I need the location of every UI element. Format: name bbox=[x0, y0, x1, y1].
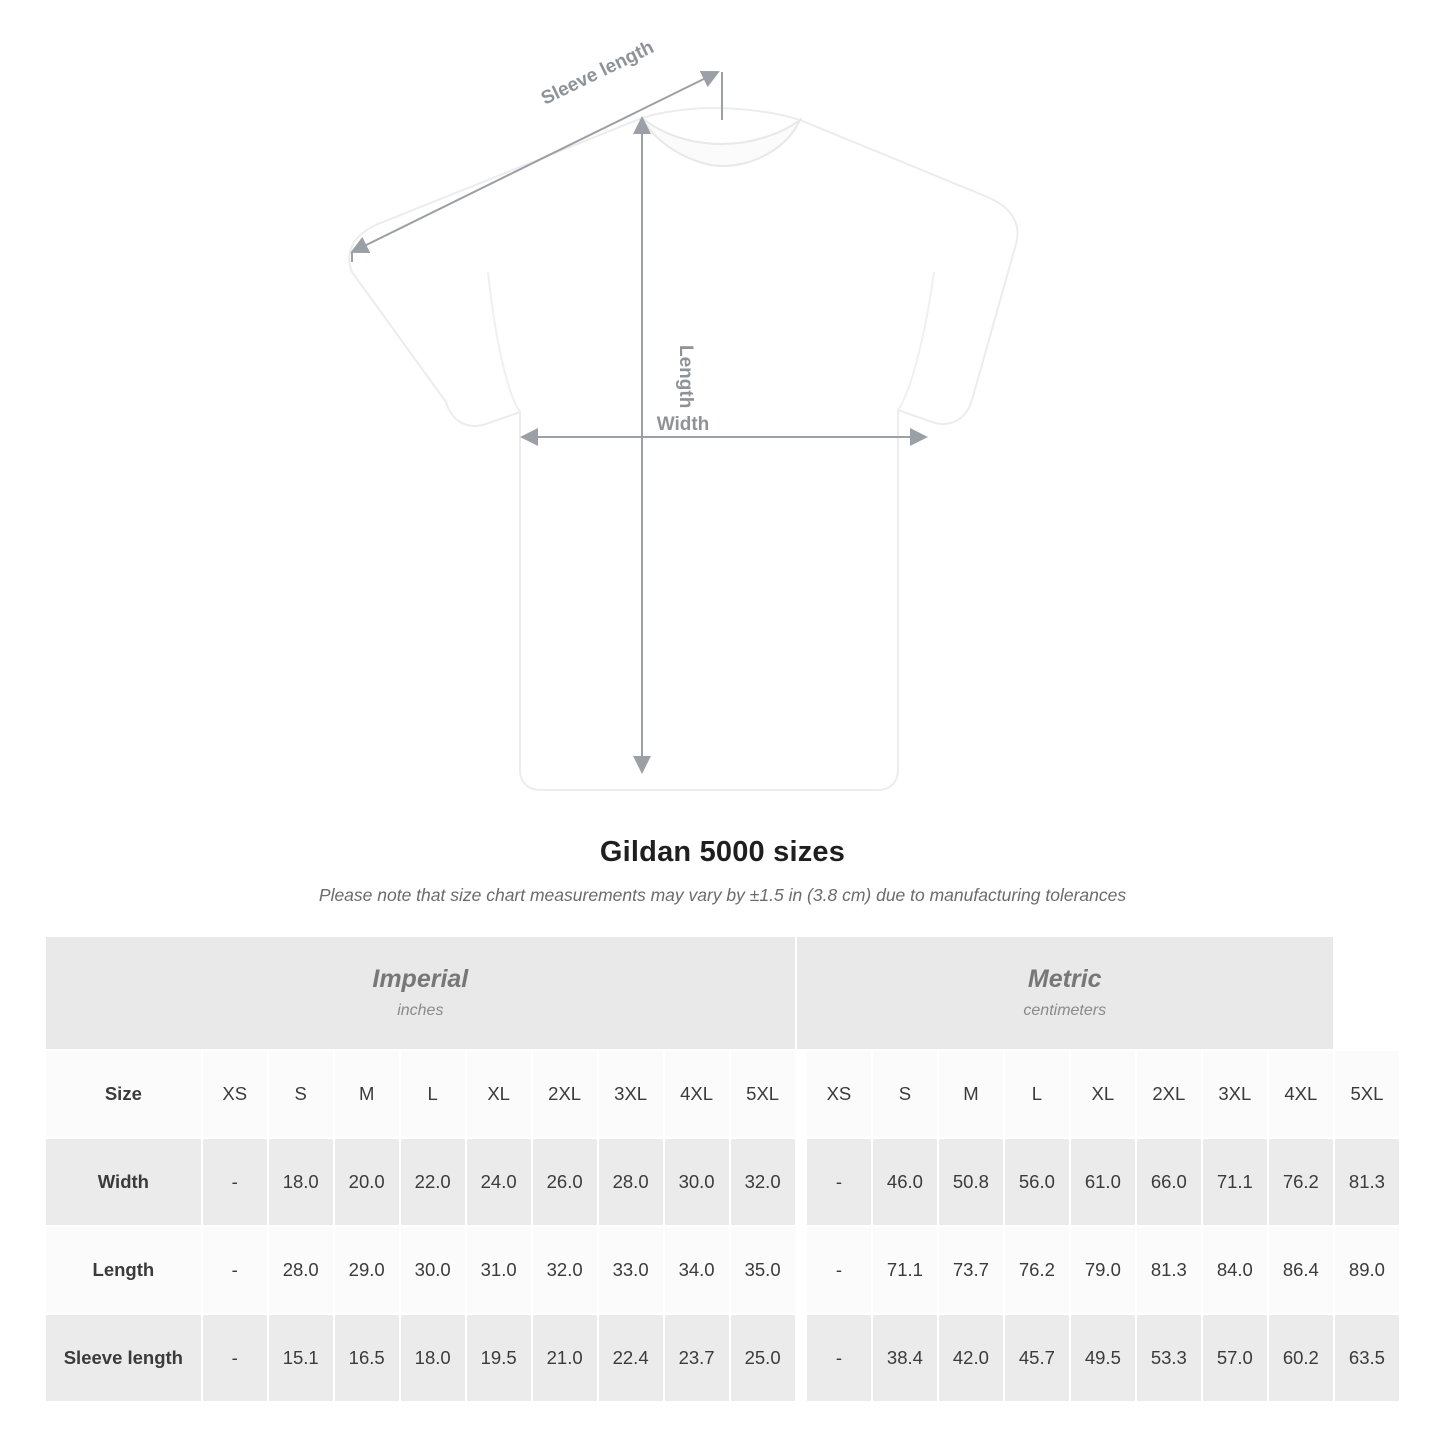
header-gap bbox=[796, 1050, 806, 1138]
length-metric-3xl: 84.0 bbox=[1202, 1226, 1268, 1314]
width-imperial-m: 20.0 bbox=[334, 1138, 400, 1226]
header-metric-5xl: 5XL bbox=[1334, 1050, 1400, 1138]
length-imperial-xl: 31.0 bbox=[466, 1226, 532, 1314]
length-imperial-xs: - bbox=[202, 1226, 268, 1314]
length-imperial-3xl: 33.0 bbox=[598, 1226, 664, 1314]
sleeve-metric-s: 38.4 bbox=[872, 1314, 938, 1402]
width-imperial-4xl: 30.0 bbox=[664, 1138, 730, 1226]
width-label: Width bbox=[656, 414, 710, 435]
row-label-width: Width bbox=[45, 1138, 202, 1226]
length-imperial-4xl: 34.0 bbox=[664, 1226, 730, 1314]
width-metric-m: 50.8 bbox=[938, 1138, 1004, 1226]
chart-title: Gildan 5000 sizes bbox=[599, 836, 846, 868]
width-imperial-xs: - bbox=[202, 1138, 268, 1226]
sleeve-metric-xs: - bbox=[806, 1314, 872, 1402]
row-label-sleeve-length: Sleeve length bbox=[45, 1314, 202, 1402]
length-imperial-m: 29.0 bbox=[334, 1226, 400, 1314]
width-metric-5xl: 81.3 bbox=[1334, 1138, 1400, 1226]
width-imperial-2xl: 26.0 bbox=[532, 1138, 598, 1226]
table-row-sleeve-length bbox=[45, 1314, 1400, 1402]
width-metric-xs: - bbox=[806, 1138, 872, 1226]
header-imperial-4xl: 4XL bbox=[664, 1050, 730, 1138]
sleeve-metric-xl: 49.5 bbox=[1070, 1314, 1136, 1402]
header-metric-s: S bbox=[872, 1050, 938, 1138]
sleeve-imperial-4xl: 23.7 bbox=[664, 1314, 730, 1402]
tolerance-note: Please note that size chart measurements may vary by ±1.5 in (3.8 cm) due to manufacturing tolerances bbox=[318, 885, 1127, 905]
sleeve-imperial-l: 18.0 bbox=[400, 1314, 466, 1402]
unit-imperial-name: Imperial bbox=[372, 964, 469, 993]
length-metric-4xl: 86.4 bbox=[1268, 1226, 1334, 1314]
width-metric-4xl: 76.2 bbox=[1268, 1138, 1334, 1226]
length-gap bbox=[796, 1226, 806, 1314]
unit-metric-name: Metric bbox=[1027, 964, 1102, 993]
size-table bbox=[44, 935, 1401, 1403]
header-metric-l: L bbox=[1004, 1050, 1070, 1138]
length-metric-s: 71.1 bbox=[872, 1226, 938, 1314]
width-metric-2xl: 66.0 bbox=[1136, 1138, 1202, 1226]
header-metric-2xl: 2XL bbox=[1136, 1050, 1202, 1138]
header-imperial-l: L bbox=[400, 1050, 466, 1138]
length-imperial-5xl: 35.0 bbox=[730, 1226, 796, 1314]
length-imperial-s: 28.0 bbox=[268, 1226, 334, 1314]
header-imperial-3xl: 3XL bbox=[598, 1050, 664, 1138]
length-imperial-2xl: 32.0 bbox=[532, 1226, 598, 1314]
header-imperial-2xl: 2XL bbox=[532, 1050, 598, 1138]
width-metric-3xl: 71.1 bbox=[1202, 1138, 1268, 1226]
length-metric-xl: 79.0 bbox=[1070, 1226, 1136, 1314]
header-metric-xl: XL bbox=[1070, 1050, 1136, 1138]
sleeve-imperial-xl: 19.5 bbox=[466, 1314, 532, 1402]
sleeve-metric-l: 45.7 bbox=[1004, 1314, 1070, 1402]
length-metric-m: 73.7 bbox=[938, 1226, 1004, 1314]
sleeve-metric-4xl: 60.2 bbox=[1268, 1314, 1334, 1402]
header-imperial-xs: XS bbox=[202, 1050, 268, 1138]
sleeve-imperial-m: 16.5 bbox=[334, 1314, 400, 1402]
header-metric-4xl: 4XL bbox=[1268, 1050, 1334, 1138]
width-gap bbox=[796, 1138, 806, 1226]
header-imperial-5xl: 5XL bbox=[730, 1050, 796, 1138]
sleeve-metric-3xl: 57.0 bbox=[1202, 1314, 1268, 1402]
unit-imperial-cell bbox=[45, 936, 796, 1050]
header-size-label: Size bbox=[45, 1050, 202, 1138]
width-metric-s: 46.0 bbox=[872, 1138, 938, 1226]
sleeve-imperial-3xl: 22.4 bbox=[598, 1314, 664, 1402]
sleeve-imperial-5xl: 25.0 bbox=[730, 1314, 796, 1402]
tshirt-shape bbox=[349, 108, 1017, 790]
sleeve-metric-5xl: 63.5 bbox=[1334, 1314, 1400, 1402]
length-metric-xs: - bbox=[806, 1226, 872, 1314]
unit-header-row bbox=[45, 936, 1400, 1050]
unit-imperial-sub: inches bbox=[397, 1002, 444, 1020]
sleeve-metric-m: 42.0 bbox=[938, 1314, 1004, 1402]
width-imperial-s: 18.0 bbox=[268, 1138, 334, 1226]
width-imperial-3xl: 28.0 bbox=[598, 1138, 664, 1226]
table-row-width bbox=[45, 1138, 1400, 1226]
width-metric-l: 56.0 bbox=[1004, 1138, 1070, 1226]
header-imperial-xl: XL bbox=[466, 1050, 532, 1138]
width-metric-xl: 61.0 bbox=[1070, 1138, 1136, 1226]
unit-metric-sub: centimeters bbox=[1023, 1002, 1107, 1020]
sleeve-gap bbox=[796, 1314, 806, 1402]
length-metric-2xl: 81.3 bbox=[1136, 1226, 1202, 1314]
title-block bbox=[0, 836, 1445, 906]
sleeve-length-label: Sleeve length bbox=[537, 36, 658, 110]
header-metric-3xl: 3XL bbox=[1202, 1050, 1268, 1138]
header-metric-m: M bbox=[938, 1050, 1004, 1138]
width-imperial-xl: 24.0 bbox=[466, 1138, 532, 1226]
length-metric-5xl: 89.0 bbox=[1334, 1226, 1400, 1314]
sleeve-imperial-xs: - bbox=[202, 1314, 268, 1402]
header-imperial-s: S bbox=[268, 1050, 334, 1138]
sleeve-imperial-2xl: 21.0 bbox=[532, 1314, 598, 1402]
length-imperial-l: 30.0 bbox=[400, 1226, 466, 1314]
length-metric-l: 76.2 bbox=[1004, 1226, 1070, 1314]
unit-metric-cell bbox=[796, 936, 1334, 1050]
header-imperial-m: M bbox=[334, 1050, 400, 1138]
sleeve-imperial-s: 15.1 bbox=[268, 1314, 334, 1402]
length-label: Length bbox=[675, 345, 696, 409]
size-header-row bbox=[45, 1050, 1400, 1138]
row-label-length: Length bbox=[45, 1226, 202, 1314]
width-imperial-5xl: 32.0 bbox=[730, 1138, 796, 1226]
sleeve-metric-2xl: 53.3 bbox=[1136, 1314, 1202, 1402]
width-imperial-l: 22.0 bbox=[400, 1138, 466, 1226]
header-metric-xs: XS bbox=[806, 1050, 872, 1138]
table-row-length bbox=[45, 1226, 1400, 1314]
size-table-wrapper bbox=[44, 935, 1401, 1403]
